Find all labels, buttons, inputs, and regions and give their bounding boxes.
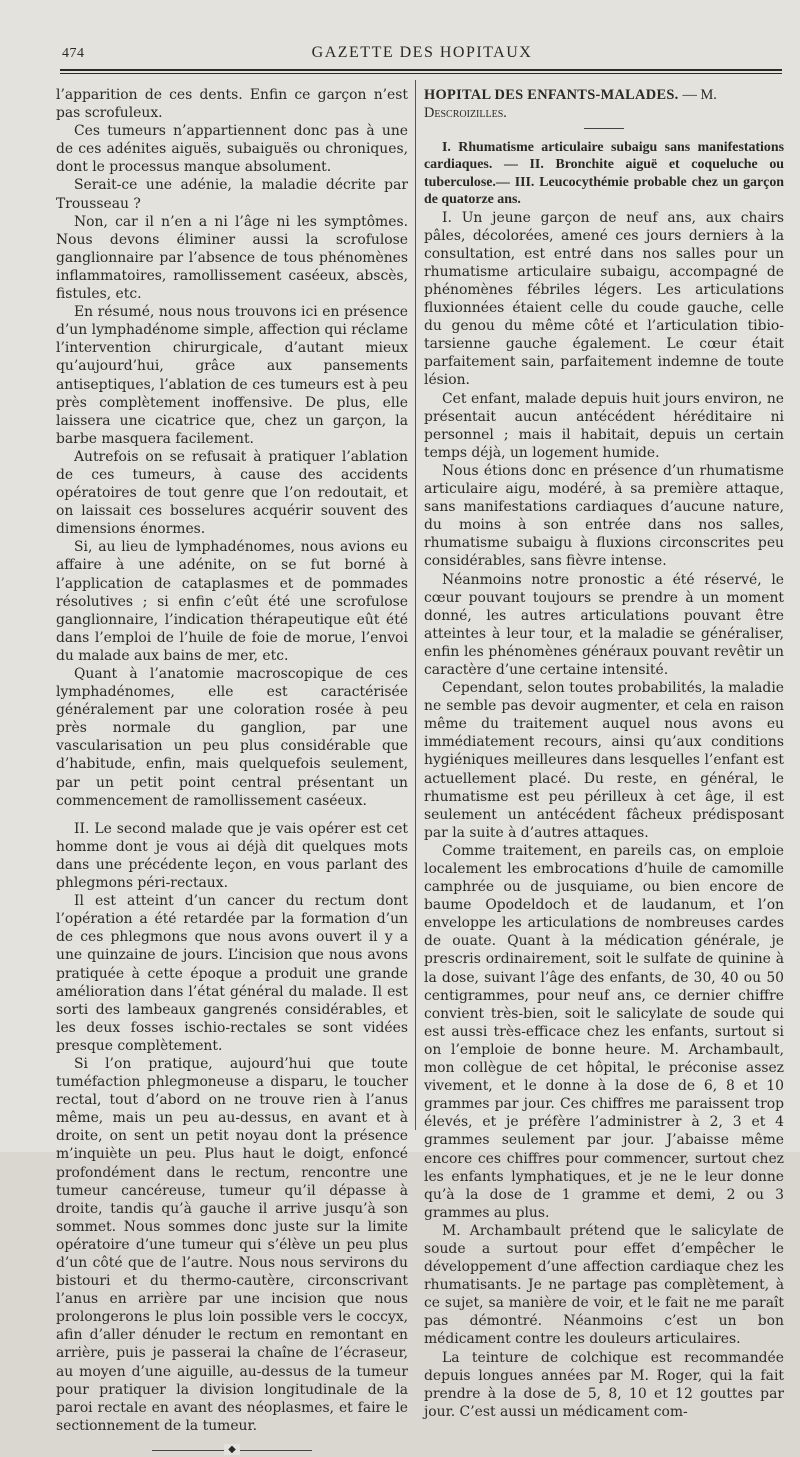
header-rule [60,69,782,71]
paragraph: Comme traitement, en pareils cas, on emploie localement les embrocations d’huile de camomille camphrée ou de jusquiame, ou bien encore de baume Opodeldoch et de laudanum, et l’on enveloppe les articulations de nombreuses cardes de ouate. Quant à la médication générale, je prescris ordinairement, soit le sulfate de quinine à la dose, suivant l’âge des enfants, de 30, 40 ou 50 centigrammes, pour neuf ans, ce dernier chiffre convient très-bien, soit le salicylate de soude qui est aussi très-efficace chez les enfants, surtout si on l’emploie de bonne heure. M. Archambault, mon collègue de cet hôpital, le préconise assez vivement, et le donne à la dose de 6, 8 et 10 grammes par jour. Ces chiffres me paraissent trop élevés, et je préfère l’administrer à 2, 3 et 4 grammes seulement par jour. J’abaisse même encore ces chiffres pour commencer, surtout chez les enfants lymphatiques, et je ne le leur donne qu’à la dose de 1 gramme et demi, 2 ou 3 grammes au plus. [424,842,784,1221]
paragraph: M. Archambault prétend que le salicylate de soude a surtout pour effet d’empêcher le développement d’une affection cardiaque chez les rhumatisants. Je ne partage pas complètement, à ce sujet, sa manière de voir, et le fait ne me paraît pas démontré. Néanmoins c’est un bon médicament contre les douleurs articulaires. [424,1222,784,1348]
paragraph: Néanmoins notre pronostic a été réservé, le cœur pouvant toujours se prendre à un moment donné, les autres articulations pouvant être atteintes à leur tour, et la maladie se généraliser, enfin les phénomènes généraux pouvant revêtir un caractère d’une certaine intensité. [424,571,784,678]
section-hospital: HOPITAL DES ENFANTS-MALADES. [424,87,679,103]
header-rule-thin [60,73,782,74]
paragraph: Serait-ce une adénie, la maladie décrite par Trousseau ? [56,177,408,212]
paragraph: Non, car il n’en a ni l’âge ni les symptômes. Nous devons éliminer aussi la scrofulose ganglionnaire par l’absence de tous phénomènes inflammatoires, ramollissement caséeux, abscès, fistules, etc. [56,213,408,303]
column-divider [415,80,416,1130]
journal-title: GAZETTE DES HOPITAUX [311,44,533,61]
section-separator [584,128,624,129]
paragraph: Autrefois on se refusait à pratiquer l’ablation de ces tumeurs, à cause des accidents opératoires de tout genre que l’on redoutait, et on laissait ces bosselures acquérir souvent des dimensions énormes. [56,448,408,538]
paragraph: II. Le second malade que je vais opérer est cet homme dont je vous ai déjà dit quelques mots dans une précédente leçon, en vous parlant des phlegmons péri-rectaux. [56,820,408,892]
paragraph: Si l’on pratique, aujourd’hui que toute tuméfaction phlegmoneuse a disparu, le toucher rectal, tout d’abord on ne trouve rien à l’anus même, mais un peu au-dessus, en avant et à droite, on sent un petit noyau dont la présence m’inquiète un peu. Plus haut le doigt, enfoncé profondément dans le rectum, rencontre une tumeur cancéreuse, tumeur qu’il dépasse à droite, tandis qu’à gauche il arrive jusqu’à son sommet. Nous sommes donc juste sur la limite opératoire d’une tumeur qui s’élève un peu plus d’un côté que de l’autre. Nous nous servirons du bistouri et du thermo-cautère, circonscrivant l’anus en arrière par une incision que nous prolongerons le plus loin possible vers le coccyx, afin d’aller dénuder le rectum en remontant en arrière, puis je passerai la chaîne de l’écraseur, au moyen d’une aiguille, au-dessus de la tumeur pour pratiquer la division longitudinale de la paroi rectale en avant des néoplasmes, et faire le sectionnement de la tumeur. [56,1055,408,1434]
paragraph: Il est atteint d’un cancer du rectum dont l’opération a été retardée par la formation d’un de ces phlegmons que nous avons ouvert il y a une quinzaine de jours. L’incision que nous avons pratiquée à cette époque a produit une grande amélioration dans l’état général du malade. Il est sorti des lambeaux gangrenés considérables, et les deux fosses ischio-rectales se sont vidées presque complètement. [56,893,408,1054]
right-column [424,86,784,1421]
section-author: — M. Descroizilles. [424,87,717,121]
paragraph: Cet enfant, malade depuis huit jours environ, ne présentait aucun antécédent héréditaire ni personnel ; mais il habitait, depuis un certain temps déjà, un logement humide. [424,390,784,461]
paragraph: l’apparition de ces dents. Enfin ce garçon n’est pas scrofuleux. [56,87,408,122]
paragraph: Nous étions donc en présence d’un rhumatisme articulaire aigu, modéré, à sa première attaque, sans manifestations cardiaques d’aucune nature, du moins à son entrée dans nos salles, rhumatisme subaigu à fluxions circonscrites peu considérables, sans fièvre intense. [424,462,784,570]
section-title [424,86,784,122]
paragraph: Quant à l’anatomie macroscopique de ces lymphadénomes, elle est caractérisée généralement par une coloration rosée à peu près normale du ganglion, par une vascularisation un peu plus considérable que d’habitude, enfin, mais quelquefois seulement, par un petit point central présentant un commencement de ramollissement caséeux. [56,666,408,809]
paragraph: Ces tumeurs n’appartiennent donc pas à une de ces adénites aiguës, subaiguës ou chroniques, dont le processus manque absolument. [56,123,408,176]
left-column [56,86,408,1457]
paragraph: En résumé, nous nous trouvons ici en présence d’un lymphadénome simple, affection qui réclame l’intervention chirurgicale, d’autant mieux qu’aujourd’hui, grâce aux pansements antiseptiques, l’ablation de ces tumeurs est à peu près complètement inoffensive. De plus, elle laissera une cicatrice que, chez un garçon, la barbe masquera facilement. [56,304,408,447]
page-number: 474 [62,46,85,61]
paragraph: Cependant, selon toutes probabilités, la maladie ne semble pas devoir augmenter, et cela en raison même du traitement auquel nous avons eu immédiatement recours, ainsi qu’aux conditions hygiéniques meilleures dans lesquelles l’enfant est actuellement placé. Du reste, en général, le rhumatisme est peu périlleux à cet âge, il est seulement un antécédent fâcheux prédisposant par la suite à d’autres attaques. [424,680,784,841]
paragraph: Si, au lieu de lymphadénomes, nous avions eu affaire à une adénite, on se fut borné à l’application de cataplasmes et de pommades résolutives ; si enfin c’eût été une scrofulose ganglionnaire, l’indication thérapeutique eût été dans l’emploi de l’huile de foie de morue, l’envoi du malade aux bains de mer, etc. [56,539,408,664]
running-head [62,44,782,66]
section-summary: I. Rhumatisme articulaire subaigu sans manifestations cardiaques. — II. Bronchite aiguë et coqueluche ou tuberculose.— III. Leucocythémie probable chez un garçon de quatorze ans. [424,140,784,208]
paragraph: I. Un jeune garçon de neuf ans, aux chairs pâles, décolorées, amené ces jours derniers à la consultation, est entré dans nos salles pour un rhumatisme articulaire subaigu, accompagné de phénomènes fébriles légers. Les articulations fluxionnées étaient celle du coude gauche, celle du genou du même côté et l’articulation tibio-tarsienne gauche également. Le cœur était parfaitement sain, parfaitement indemne de toute lésion. [424,209,784,389]
ornament-mark: ◆ [224,1444,240,1455]
paragraph: La teinture de colchique est recommandée depuis longues années par M. Roger, qui la fait prendre à la dose de 5, 8, 10 et 12 gouttes par jour. C’est aussi un médicament com- [424,1349,784,1420]
end-ornament [152,1445,312,1457]
